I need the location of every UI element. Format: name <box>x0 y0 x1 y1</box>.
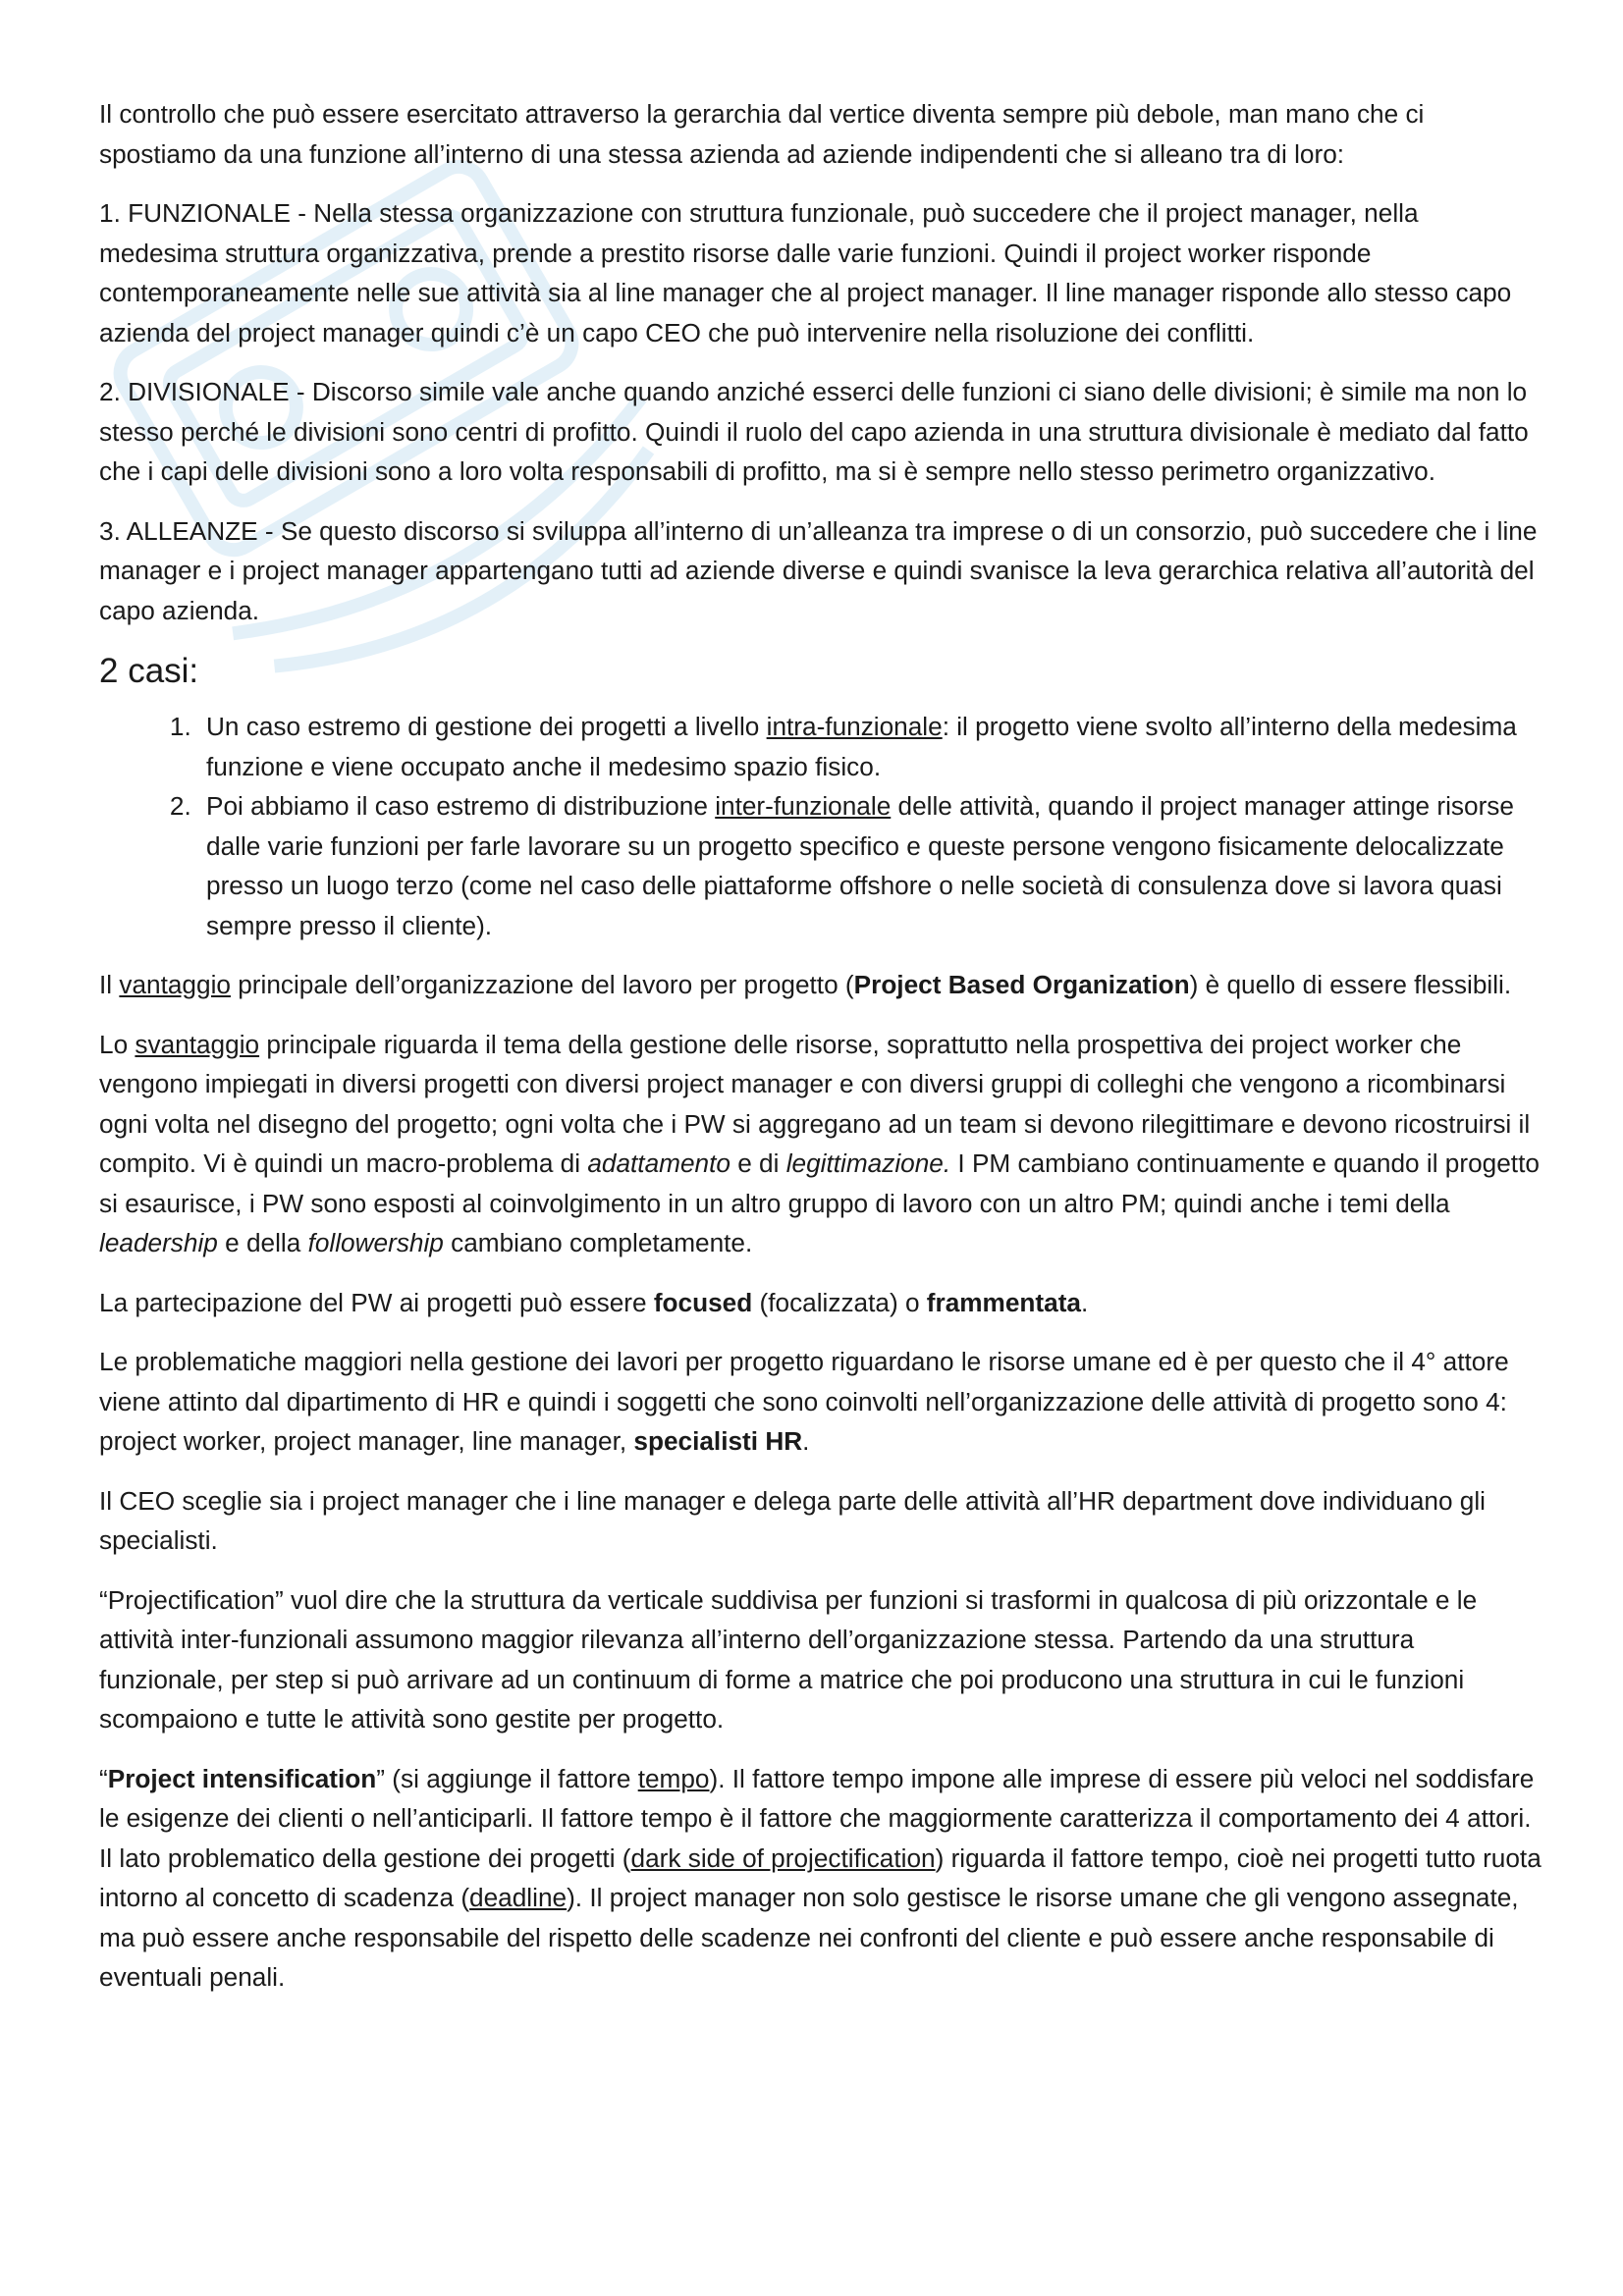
italic-term: legittimazione. <box>785 1148 951 1178</box>
document-body <box>99 94 1542 2017</box>
case-funzionale: 1. FUNZIONALE - Nella stessa organizzazione con struttura funzionale, può succedere che il project manager, nella medesima struttura organizzativa, prende a prestito risorse dalle varie funzioni. Quindi il project worker risponde contemporaneamente nelle sue attività sia al line manager che al project manager. Il line manager risponde allo stesso capo azienda del project manager quindi c’è un capo CEO che può intervenire nella risoluzione dei conflitti. <box>99 198 1512 347</box>
bold-term: Project intensification <box>107 1763 377 1793</box>
hr-paragraph: Le problematiche maggiori nella gestione dei lavori per progetto riguardano le risorse umane ed è per questo che il 4° attore viene attinto dal dipartimento di HR e quindi i soggetti che sono coinvolti nell’organizzazione delle attività di progetto sono 4: project worker, project manager, line manager, specialisti HR. <box>99 1347 1509 1456</box>
underlined-term: intra-funzionale <box>766 712 943 741</box>
underlined-term: svantaggio <box>135 1029 260 1059</box>
italic-term: followership <box>307 1228 444 1257</box>
list-item-text: Poi abbiamo il caso estremo di distribuzione <box>206 791 716 821</box>
bold-term: Project Based Organization <box>853 970 1190 999</box>
bold-term: specialisti HR <box>633 1426 803 1456</box>
partecipazione-paragraph: La partecipazione del PW ai progetti può essere focused (focalizzata) o frammentata. <box>99 1287 1089 1317</box>
list-item-text: Un caso estremo di gestione dei progetti a livello <box>206 712 767 741</box>
ceo-paragraph: Il CEO sceglie sia i project manager che i line manager e delega parte delle attività all’HR department dove individuano gli specialisti. <box>99 1485 1486 1555</box>
underlined-term: dark side of projectification <box>630 1842 936 1873</box>
intensification-paragraph: “Project intensification” (si aggiunge il fattore tempo). Il fattore tempo impone alle imprese di essere più veloci nel soddisfare le esigenze dei clienti o nell’anticiparli. Il fattore tempo è il fattore che maggiormente caratterizza il comportamento dei 4 attori. Il lato problematico della gestione dei progetti (dark side of projectification) riguarda il fattore tempo, cioè nei progetti tutto ruota intorno al concetto di scadenza (deadline). Il project manager non solo gestisce le risorse umane che gli vengono assegnate, ma può essere anche responsabile del rispetto delle scadenze nei confronti del cliente e può essere anche responsabile di eventuali penali. <box>99 1763 1542 1992</box>
projectification-paragraph: “Projectification” vuol dire che la struttura da verticale suddivisa per funzioni si trasformi in qualcosa di più orizzontale e le attività inter-funzionali assumono maggior rilevanza all’interno dell’organizzazione stessa. Partendo da una struttura funzionale, per step si può arrivare ad un continuum di forme a matrice che poi producono una struttura in cui le funzioni scompaiono e tutte le attività sono gestite per progetto. <box>99 1584 1478 1734</box>
underlined-term: deadline <box>469 1883 568 1912</box>
case-divisionale: 2. DIVISIONALE - Discorso simile vale anche quando anziché esserci delle funzioni ci siano delle divisioni; è simile ma non lo stesso perché le divisioni sono centri di profitto. Quindi il ruolo del capo azienda in una struttura divisionale è mediato dal fatto che i capi delle divisioni sono a loro volta responsabili di profitto, ma si è sempre nello stesso perimetro organizzativo. <box>99 377 1529 486</box>
vantaggio-paragraph: Il vantaggio principale dell’organizzazione del lavoro per progetto (Project Based Organization) è quello di essere flessibili. <box>99 970 1512 999</box>
bold-term: focused <box>653 1287 753 1317</box>
underlined-term: inter-funzionale <box>715 791 892 821</box>
svantaggio-paragraph: Lo svantaggio principale riguarda il tema della gestione delle risorse, soprattutto nella prospettiva dei project worker che vengono impiegati in diversi progetti con diversi project manager e con diversi gruppi di colleghi che vengono a ricombinarsi ogni volta nel disegno del progetto; ogni volta che i PW si aggregano ad un team si devono rilegittimare e devono ricostruirsi il compito. Vi è quindi un macro-problema di adattamento e di legittimazione. I PM cambiano continuamente e quando il progetto si esaurisce, i PW sono esposti al coinvolgimento in un altro gruppo di lavoro con un altro PM; quindi anche i temi della leadership e della followership cambiano completamente. <box>99 1029 1540 1257</box>
list-item <box>198 786 1542 945</box>
list-item-text: : il progetto viene svolto all’interno della medesima funzione e viene occupato anche il medesimo spazio fisico. <box>206 712 1517 781</box>
bold-term: frammentata <box>926 1287 1081 1317</box>
italic-term: adattamento <box>587 1148 730 1178</box>
list-item-text: delle attività, quando il project manager attinge risorse dalle varie funzioni per farle lavorare su un progetto specifico e queste persone vengono fisicamente delocalizzate presso un luogo terzo (come nel caso delle piattaforme offshore o nelle società di consulenza dove si lavora quasi sempre presso il cliente). <box>206 791 1514 940</box>
list-item <box>198 707 1542 786</box>
underlined-term: vantaggio <box>119 970 231 999</box>
section-heading: 2 casi: <box>99 652 199 690</box>
case-alleanze: 3. ALLEANZE - Se questo discorso si sviluppa all’interno di un’alleanza tra imprese o di un consorzio, può succedere che i line manager e i project manager appartengano tutti ad aziende diverse e quindi svanisce la leva gerarchica relativa all’autorità del capo azienda. <box>99 515 1538 625</box>
underlined-term: tempo <box>637 1763 710 1793</box>
intro-paragraph: Il controllo che può essere esercitato attraverso la gerarchia dal vertice diventa sempre più debole, man mano che ci spostiamo da una funzione all’interno di una stessa azienda ad aziende indipendenti che si alleano tra di loro: <box>99 99 1425 169</box>
italic-term: leadership <box>99 1228 218 1257</box>
cases-list <box>99 707 1542 945</box>
